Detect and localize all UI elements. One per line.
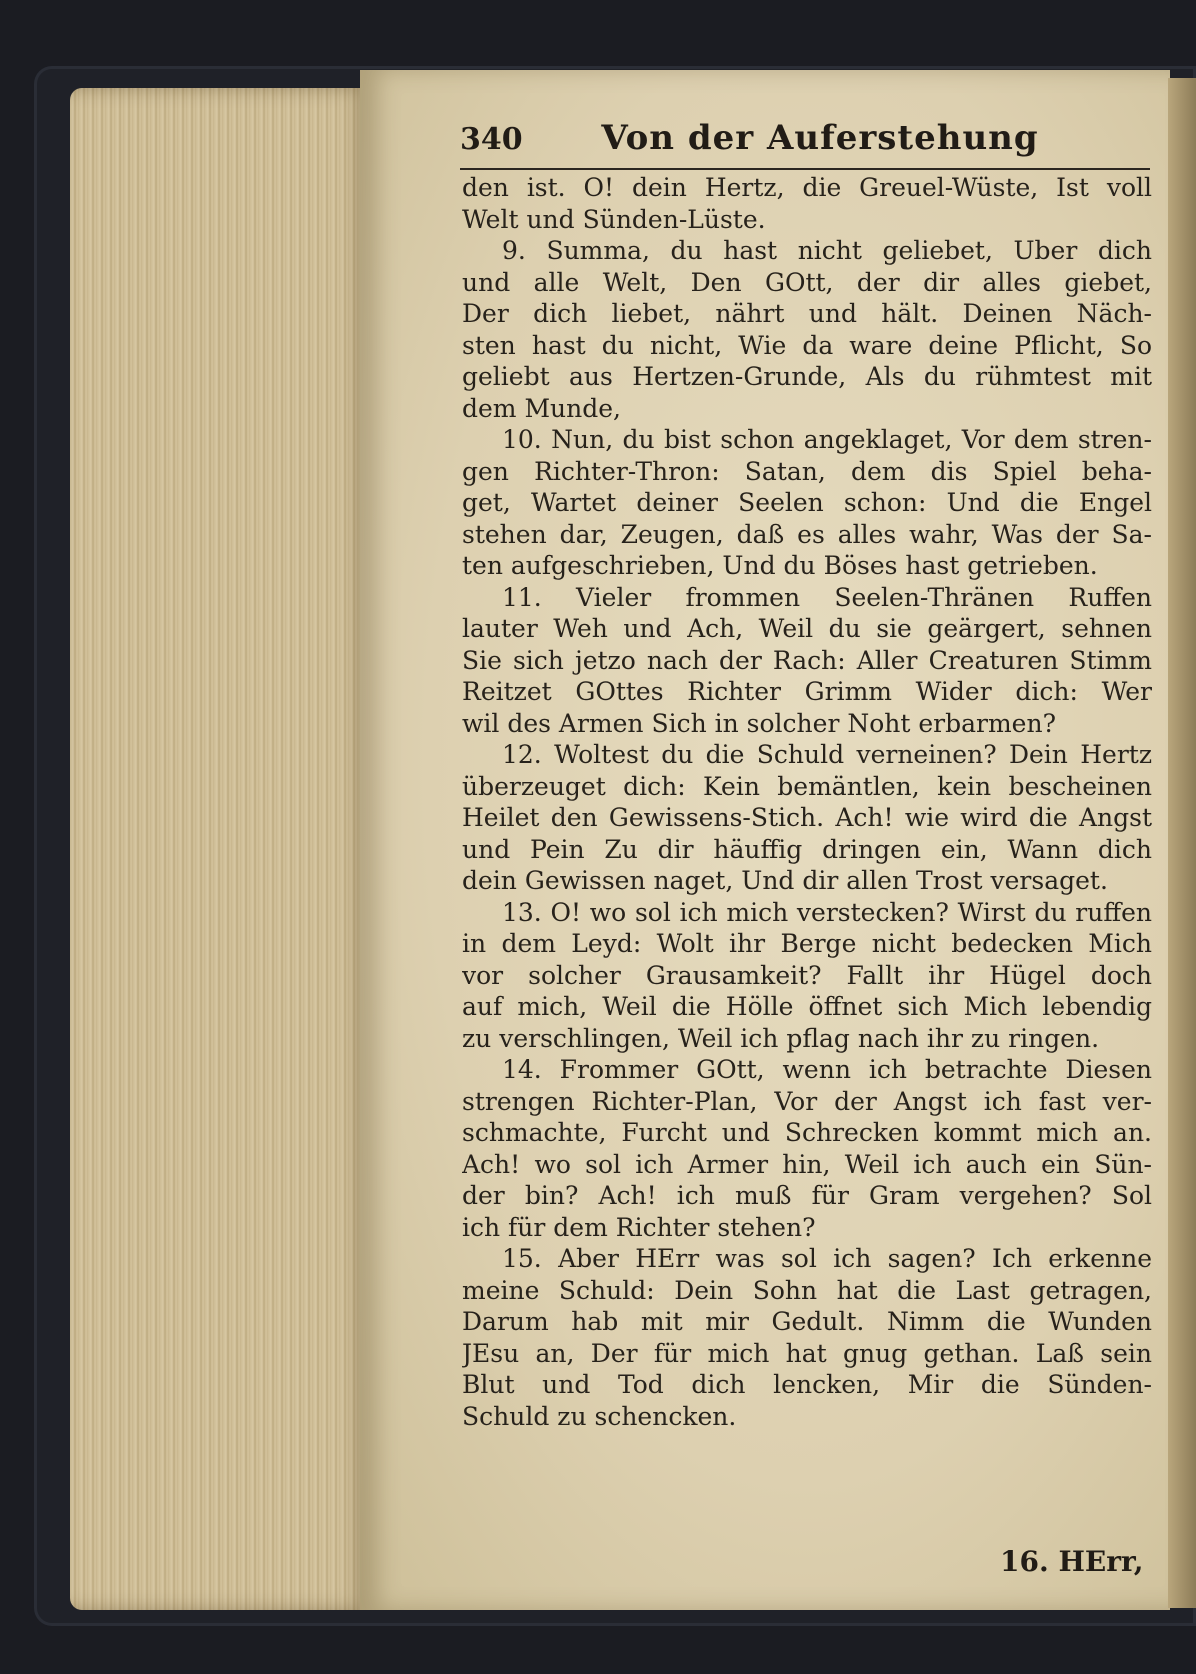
text-line: Blut und Tod dich lencken, Mir die Sünden- bbox=[462, 1370, 1152, 1399]
page-header bbox=[460, 116, 1150, 170]
text-line: und Pein Zu dir häuffig dringen ein, Wann dich bbox=[462, 834, 1152, 864]
text-line: den ist. O! dein Hertz, die Greuel-Wüste, Ist voll bbox=[462, 173, 1152, 202]
text-line: JEsu an, Der für mich hat gnug gethan. Laß sein bbox=[462, 1338, 1152, 1368]
text-line: in dem Leyd: Wolt ihr Berge nicht bedecken Mich bbox=[462, 929, 1152, 958]
text-line: zu verschlingen, Weil ich pflag nach ihr zu ringen. bbox=[462, 1023, 1100, 1053]
text-line: Ach! wo sol ich Armer hin, Weil ich auch ein Sün- bbox=[462, 1149, 1152, 1179]
text-line: 15. Aber HErr was sol ich sagen? Ich erkenne bbox=[502, 1244, 1152, 1273]
text-line: schmachte, Furcht und Schrecken kommt mich an. bbox=[462, 1118, 1152, 1147]
page-number: 340 bbox=[460, 122, 523, 157]
text-line: Welt und Sünden-Lüste. bbox=[462, 204, 766, 234]
text-line: Reitzet GOttes Richter Grimm Wider dich: Wer bbox=[462, 677, 1152, 706]
text-line: vor solcher Grausamkeit? Fallt ihr Hügel doch bbox=[462, 960, 1152, 990]
text-line: lauter Weh und Ach, Weil du sie geärgert, sehnen bbox=[462, 614, 1152, 643]
catchword: 16. HErr, bbox=[1000, 1545, 1144, 1578]
hymn-text bbox=[462, 172, 1152, 1432]
text-line: auf mich, Weil die Hölle öffnet sich Mich lebendig bbox=[462, 992, 1152, 1021]
text-line: meine Schuld: Dein Sohn hat die Last getragen, bbox=[462, 1275, 1152, 1305]
text-line: ich für dem Richter stehen? bbox=[462, 1212, 816, 1242]
text-line: 13. O! wo sol ich mich verstecken? Wirst du ruffen bbox=[502, 897, 1152, 927]
text-line: dem Munde, bbox=[462, 393, 621, 423]
text-line: stehen dar, Zeugen, daß es alles wahr, Was der Sa- bbox=[462, 519, 1152, 549]
text-line: 12. Woltest du die Schuld verneinen? Dein Hertz bbox=[502, 740, 1152, 769]
running-title: Von der Auferstehung bbox=[601, 118, 1039, 158]
text-line: der bin? Ach! ich muß für Gram vergehen? Sol bbox=[462, 1181, 1152, 1210]
text-line: wil des Armen Sich in solcher Noht erbarmen? bbox=[462, 708, 1056, 738]
text-line: geliebt aus Hertzen-Grunde, Als du rühmtest mit bbox=[462, 362, 1152, 391]
text-line: Darum hab mit mir Gedult. Nimm die Wunden bbox=[462, 1307, 1152, 1336]
text-line: und alle Welt, Den GOtt, der dir alles giebet, bbox=[462, 267, 1152, 297]
text-line: gen Richter-Thron: Satan, dem dis Spiel beha- bbox=[462, 456, 1152, 486]
text-line: 11. Vieler frommen Seelen-Thränen Ruffen bbox=[502, 582, 1152, 612]
text-line: sten hast du nicht, Wie da ware deine Pflicht, So bbox=[462, 330, 1152, 360]
page-edges bbox=[70, 88, 370, 1610]
text-line: get, Wartet deiner Seelen schon: Und die Engel bbox=[462, 488, 1152, 517]
text-line: strengen Richter-Plan, Vor der Angst ich fast ver- bbox=[462, 1086, 1152, 1116]
facing-page-edge bbox=[1168, 78, 1196, 1608]
text-line: Schuld zu schencken. bbox=[462, 1401, 737, 1431]
text-line: 14. Frommer GOtt, wenn ich betrachte Diesen bbox=[502, 1055, 1152, 1084]
text-line: ten aufgeschrieben, Und du Böses hast getrieben. bbox=[462, 551, 1098, 580]
text-line: Heilet den Gewissens-Stich. Ach! wie wird die Angst bbox=[462, 803, 1152, 832]
text-line: überzeuget dich: Kein bemäntlen, kein bescheinen bbox=[462, 771, 1152, 801]
text-line: Sie sich jetzo nach der Rach: Aller Creaturen Stimm bbox=[462, 645, 1152, 675]
text-line: 10. Nun, du bist schon angeklaget, Vor dem stren- bbox=[502, 425, 1152, 454]
text-line: Der dich liebet, nährt und hält. Deinen Näch- bbox=[462, 299, 1152, 328]
text-line: dein Gewissen naget, Und dir allen Trost versaget. bbox=[462, 866, 1108, 895]
text-line: 9. Summa, du hast nicht geliebet, Uber dich bbox=[502, 236, 1152, 265]
